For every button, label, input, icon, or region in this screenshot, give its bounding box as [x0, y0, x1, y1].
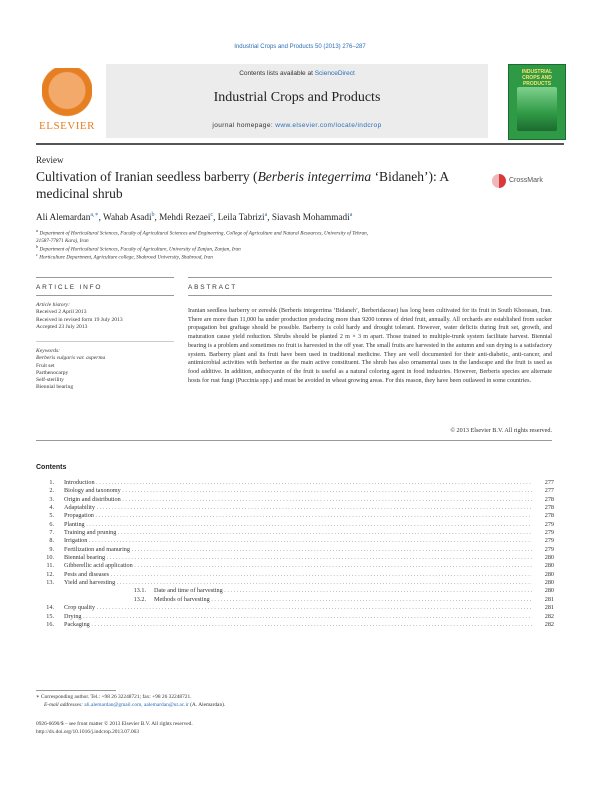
toc-number: 13.: [46, 579, 54, 587]
toc-number: 4.: [49, 504, 54, 512]
toc-page-number: 277: [544, 487, 554, 495]
cover-title: INDUSTRIAL CROPS AND PRODUCTS: [521, 69, 553, 87]
toc-number: 11.: [46, 562, 54, 570]
abstract-rule: [188, 277, 552, 278]
author-separator: ,: [213, 212, 218, 223]
author-affiliation-marker[interactable]: a: [264, 212, 268, 218]
history-keywords-rule: [36, 341, 174, 342]
toc-row[interactable]: [36, 504, 554, 512]
toc-link[interactable]: Biology and taxonomy . . .: [64, 487, 532, 495]
table-of-contents: [36, 479, 554, 629]
footnote-divider: [36, 690, 116, 691]
journal-homepage-link[interactable]: www.elsevier.com/locate/indcrop: [275, 122, 382, 129]
article-type: Review: [36, 155, 64, 165]
running-head[interactable]: Industrial Crops and Products 50 (2013) 276–287: [234, 44, 366, 50]
author-affiliation-marker[interactable]: a,∗: [90, 212, 99, 218]
toc-number: 7.: [49, 529, 54, 537]
toc-link[interactable]: Packaging . . .: [64, 621, 532, 629]
toc-page-number: 280: [544, 570, 554, 578]
keyword-item: Biennial bearing: [36, 384, 74, 391]
toc-number: 9.: [49, 545, 54, 553]
crossmark-badge[interactable]: [492, 174, 572, 190]
article-info-rule: [36, 277, 174, 278]
toc-link[interactable]: Pests and diseases . . .: [64, 571, 532, 579]
keyword-item: Fruit set: [36, 362, 55, 369]
toc-page-number: 279: [544, 529, 554, 537]
toc-link[interactable]: Yield and harvesting . . .: [64, 579, 532, 587]
toc-row[interactable]: [36, 571, 554, 579]
toc-page-number: 278: [544, 504, 554, 512]
email-links[interactable]: ali.alemardan@gmail.com, aalemardan@ut.ac.ir: [84, 702, 189, 708]
sciencedirect-link[interactable]: ScienceDirect: [314, 70, 355, 77]
email-label: E-mail addresses:: [44, 702, 85, 708]
toc-page-number: 278: [544, 495, 554, 503]
crossmark-icon: [492, 174, 506, 188]
journal-cover-thumbnail[interactable]: [508, 64, 566, 140]
toc-page-number: 278: [544, 512, 554, 520]
keyword-item: Parthenocarpy: [36, 369, 69, 376]
toc-row[interactable]: [36, 529, 554, 537]
toc-row[interactable]: [36, 554, 554, 562]
article-info-heading: ARTICLE INFO: [36, 284, 103, 291]
toc-page-number: 281: [544, 604, 554, 612]
email-suffix: (A. Alemardan).: [188, 702, 226, 708]
title-italic: Berberis integerrima: [257, 169, 372, 184]
cover-art-image: [517, 87, 557, 131]
author-name[interactable]: Ali Alemardan: [36, 212, 91, 223]
contents-prefix: Contents lists available at: [239, 70, 315, 77]
toc-link[interactable]: Adaptability . . .: [64, 504, 532, 512]
keyword-item: Self-sterility: [36, 377, 64, 384]
crossmark-label: CrossMark: [509, 177, 543, 184]
abstract-heading: ABSTRACT: [188, 284, 238, 291]
toc-page-number: 281: [544, 595, 554, 603]
history-received: Received 2 April 2013: [36, 309, 87, 316]
history-label: Article history:: [36, 302, 71, 308]
publisher-logo-text: ELSEVIER: [39, 120, 95, 132]
toc-page-number: 280: [544, 579, 554, 587]
author-affiliation-marker[interactable]: a: [349, 212, 353, 218]
toc-row[interactable]: [36, 546, 554, 554]
keywords-label: Keywords:: [36, 348, 61, 354]
toc-row[interactable]: [36, 479, 554, 487]
toc-link[interactable]: Drying . . .: [64, 613, 532, 621]
journal-homepage-line: [106, 122, 488, 129]
author-affiliation-marker[interactable]: c: [210, 212, 214, 218]
toc-row[interactable]: [36, 496, 554, 504]
contents-available-line: [106, 70, 488, 77]
article-history: [36, 302, 176, 331]
journal-title[interactable]: Industrial Crops and Products: [213, 90, 381, 105]
toc-link[interactable]: Planting . . .: [64, 521, 532, 529]
toc-row[interactable]: [36, 537, 554, 545]
author-name[interactable]: Wahab Asadi: [103, 212, 152, 223]
keywords-list: [36, 348, 176, 392]
toc-number: 16.: [46, 620, 54, 628]
email-note: [36, 702, 225, 709]
toc-page-number: 277: [544, 479, 554, 486]
toc-page-number: 280: [544, 562, 554, 570]
abstract-text: Iranian seedless barberry or zereshk (Berberis integerrima ‘Bidaneh’, Berberidaceae) has long been cultivated for its fruit in South Khorasan, Iran. There are more than 11,000 ha under production producing more than 9200 tonnes of dried fruit, annually. All orchards are established from sucker propagation but graftage should be possible. Barberry is cold hardy and drought tolerant. However, water deficits during fruit set, growth, and maturation cause yield reduction. Shrubs should be planted 2 m × 3 m apart. Those trained to multiple-trunk system facilitate harvest. Biennial bearing is a problem and sometimes no fruit is harvested in the off year. The small fruits are harvested in the autumn and sun drying is a satisfactory system. Barberry plant and its fruit have been used in traditional medicine. They are well documented for their anti-diabetic, anti-cancer, and antimicrobial activities with berberine as the main active constituent. The shrub has also ornamental uses in the landscape and the fruit is used as food additive. In addition, anthocyanin of the fruit is useful as a natural coloring agent in food industries. However, Berberis species are alternate hosts for rust fungi (Puccinia spp.) and must be avoided in wheat growing areas. For this reason, they have been outlawed in some countries.: [188, 308, 552, 384]
author-affiliation-marker[interactable]: b: [151, 212, 155, 218]
affiliation-label: a: [36, 228, 39, 233]
toc-row[interactable]: [36, 487, 554, 495]
toc-link[interactable]: Training and pruning . . .: [64, 529, 532, 537]
affiliation-label: b: [36, 244, 39, 249]
toc-number: 6.: [49, 520, 54, 528]
toc-link[interactable]: Date and time of harvesting . . .: [154, 587, 532, 595]
abstract-rule-lower: [188, 295, 552, 296]
toc-link[interactable]: Propagation . . .: [64, 512, 532, 520]
article-title: [36, 168, 466, 202]
toc-row[interactable]: [36, 562, 554, 570]
toc-link[interactable]: Introduction . . .: [64, 479, 532, 487]
toc-page-number: 280: [544, 587, 554, 595]
title-part1: Cultivation of Iranian seedless barberry (: [36, 169, 258, 184]
toc-number: 13.1.: [133, 587, 146, 595]
elsevier-tree-icon: [42, 68, 92, 118]
author-separator: ,: [98, 212, 104, 223]
author-name[interactable]: Siavash Mohammadi: [271, 212, 350, 223]
toc-page-number: 279: [544, 520, 554, 528]
author-name[interactable]: Mehdi Rezaei: [159, 212, 211, 223]
affiliation-c: [36, 251, 564, 262]
author-name[interactable]: Leila Tabrizi: [217, 212, 265, 223]
toc-link[interactable]: Biennial bearing . . .: [64, 554, 532, 562]
toc-number: 13.2.: [133, 595, 146, 603]
corresponding-author-note: ∗ Corresponding author. Tel.: +98 26 32248721; fax: +98 26 32248721.: [36, 694, 192, 700]
keyword-item: Berberis vulgaris var. asperma: [36, 355, 106, 362]
toc-link[interactable]: Fertilization and manuring . . .: [64, 546, 532, 554]
article-info-rule-lower: [36, 295, 174, 296]
toc-page-number: 280: [544, 554, 554, 562]
affiliation-line: Department of Horticultural Sciences, Faculty of Agricultural Sciences and Engineering, College of Agriculture and Natural Resources, University of Tehran,: [39, 230, 369, 237]
affiliation-line: 31587-77871 Karaj, Iran: [36, 237, 89, 244]
toc-link[interactable]: Crop quality . . .: [64, 604, 532, 612]
toc-number: 8.: [49, 537, 54, 545]
toc-number: 12.: [46, 570, 54, 578]
affiliation-label: c: [36, 252, 38, 257]
toc-number: 14.: [46, 604, 54, 612]
toc-row[interactable]: [36, 613, 554, 621]
affiliation-line: Department of Horticultural Sciences, Faculty of Agriculture, University of Zanjan, Zanjan, Iran: [39, 246, 241, 253]
toc-row[interactable]: [36, 579, 554, 587]
journal-info-box: [106, 64, 488, 138]
copyright-notice: © 2013 Elsevier B.V. All rights reserved.: [450, 427, 552, 434]
toc-number: 3.: [49, 495, 54, 503]
doi-link[interactable]: http://dx.doi.org/10.1016/j.indcrop.2013.07.063: [36, 729, 140, 735]
toc-page-number: 282: [544, 612, 554, 620]
toc-row[interactable]: [36, 596, 554, 604]
contents-heading: Contents: [36, 464, 67, 471]
toc-row[interactable]: [36, 604, 554, 612]
toc-number: 1.: [49, 479, 54, 486]
history-accepted: Accepted 23 July 2013: [36, 323, 88, 330]
toc-number: 10.: [46, 554, 54, 562]
toc-link[interactable]: Irrigation . . .: [64, 537, 532, 545]
toc-page-number: 279: [544, 545, 554, 553]
toc-link[interactable]: Methods of harvesting . . .: [154, 596, 532, 604]
toc-page-number: 279: [544, 537, 554, 545]
toc-number: 5.: [49, 512, 54, 520]
masthead-divider: [36, 143, 564, 145]
journal-masthead: [36, 64, 564, 142]
title-part2: ‘Bidaneh’): A medicinal shrub: [36, 169, 449, 201]
abstract-end-rule: [36, 440, 552, 441]
toc-row[interactable]: [36, 621, 554, 629]
author-separator: ,: [267, 212, 272, 223]
author-list: [36, 211, 564, 222]
toc-page-number: 282: [544, 620, 554, 628]
affiliation-line: Horticulture Department, Agriculture college, Shahrood University, Shahrood, Iran: [39, 254, 213, 261]
elsevier-logo: [36, 64, 98, 138]
homepage-prefix: journal homepage:: [212, 122, 276, 129]
toc-row[interactable]: [36, 587, 554, 595]
toc-row[interactable]: [36, 512, 554, 520]
issn-line: 0926-6690/$ – see front matter © 2013 Elsevier B.V. All rights reserved.: [36, 721, 193, 727]
toc-link[interactable]: Origin and distribution . . .: [64, 496, 532, 504]
toc-link[interactable]: Gibberellic acid application . . .: [64, 562, 532, 570]
toc-number: 2.: [49, 487, 54, 495]
toc-number: 15.: [46, 612, 54, 620]
toc-row[interactable]: [36, 521, 554, 529]
history-revised: Received in revised form 19 July 2013: [36, 316, 123, 323]
author-separator: ,: [154, 212, 160, 223]
